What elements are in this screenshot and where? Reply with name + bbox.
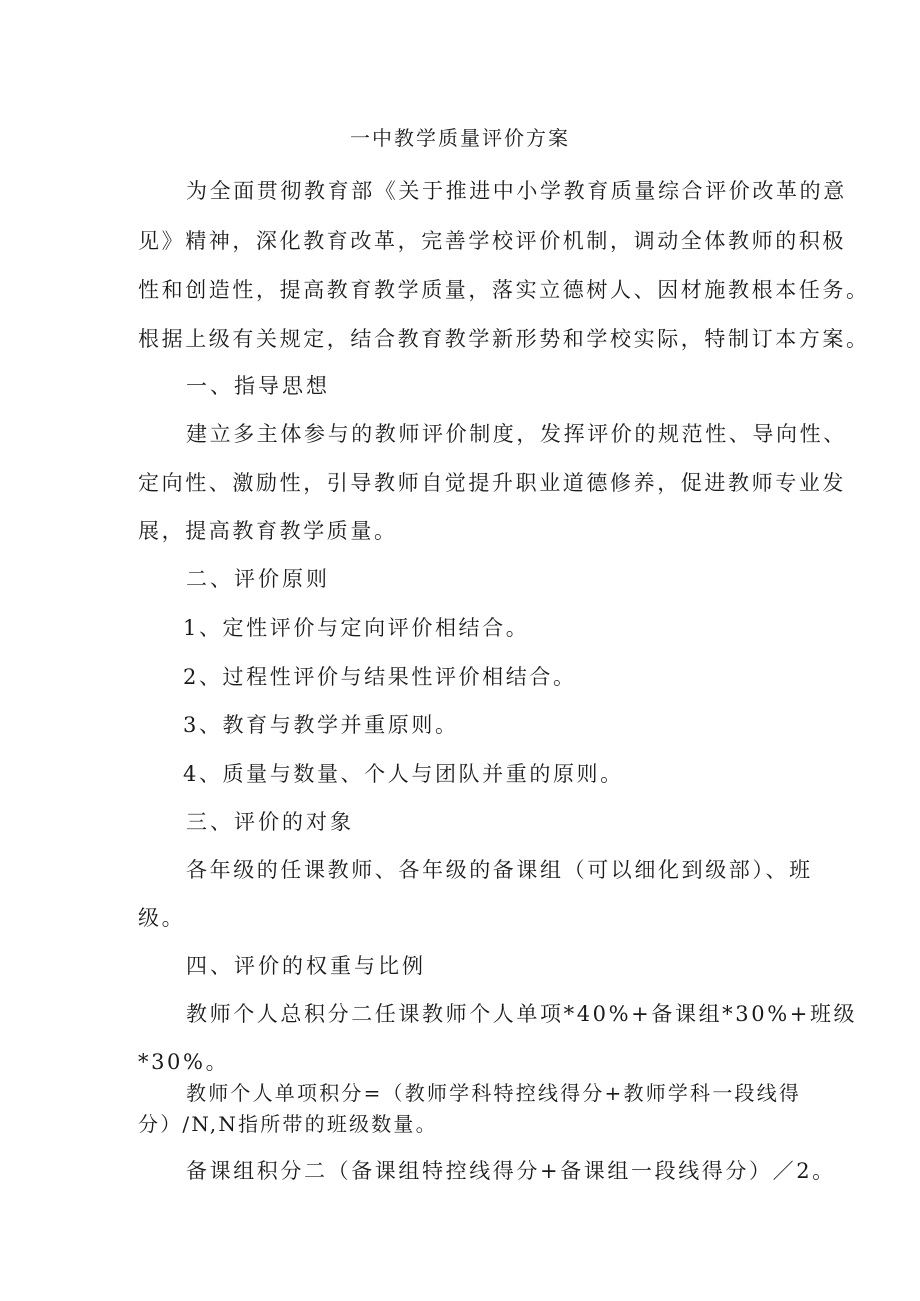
section-heading: 一、指导思想 xyxy=(186,374,330,398)
list-item: 1、定性评价与定向评价相结合。 xyxy=(183,616,530,640)
paragraph-line: 各年级的任课教师、各年级的备课组（可以细化到级部）、班 xyxy=(186,858,813,882)
paragraph-line: 性和创造性，提高教育教学质量，落实立德树人、因材施教根本任务。 xyxy=(138,278,870,302)
document-title: 一中教学质量评价方案 xyxy=(350,126,570,150)
paragraph-line: 见》精神，深化教育改革，完善学校评价机制，调动全体教师的积极 xyxy=(138,229,846,253)
paragraph-line: 根据上级有关规定，结合教育教学新形势和学校实际，特制订本方案。 xyxy=(138,327,870,351)
paragraph-line: 建立多主体参与的教师评价制度，发挥评价的规范性、导向性、 xyxy=(186,422,847,446)
paragraph-line: 展，提高教育教学质量。 xyxy=(138,519,398,543)
section-heading: 二、评价原则 xyxy=(186,567,330,591)
formula-line: 教师个人总积分二任课教师个人单项*40%+备课组*30%+班级 xyxy=(186,1002,858,1026)
formula-line: 备课组积分二（备课组特控线得分+备课组一段线得分）／2。 xyxy=(186,1159,836,1183)
list-item: 3、教育与教学并重原则。 xyxy=(183,713,459,737)
list-item: 2、过程性评价与结果性评价相结合。 xyxy=(183,665,577,689)
section-heading: 三、评价的对象 xyxy=(186,810,354,834)
formula-line: 教师个人单项积分=（教师学科特控线得分+教师学科一段线得 xyxy=(186,1081,802,1105)
list-item: 4、质量与数量、个人与团队并重的原则。 xyxy=(183,762,624,786)
paragraph-line: 为全面贯彻教育部《关于推进中小学教育质量综合评价改革的意 xyxy=(186,179,847,203)
paragraph-line: 定向性、激励性，引导教师自觉提升职业道德修养，促进教师专业发 xyxy=(138,471,846,495)
formula-line: *30%。 xyxy=(138,1050,230,1074)
section-heading: 四、评价的权重与比例 xyxy=(186,954,426,978)
formula-line: 分）/N,N指所带的班级数量。 xyxy=(138,1112,438,1136)
paragraph-line: 级。 xyxy=(138,906,186,930)
